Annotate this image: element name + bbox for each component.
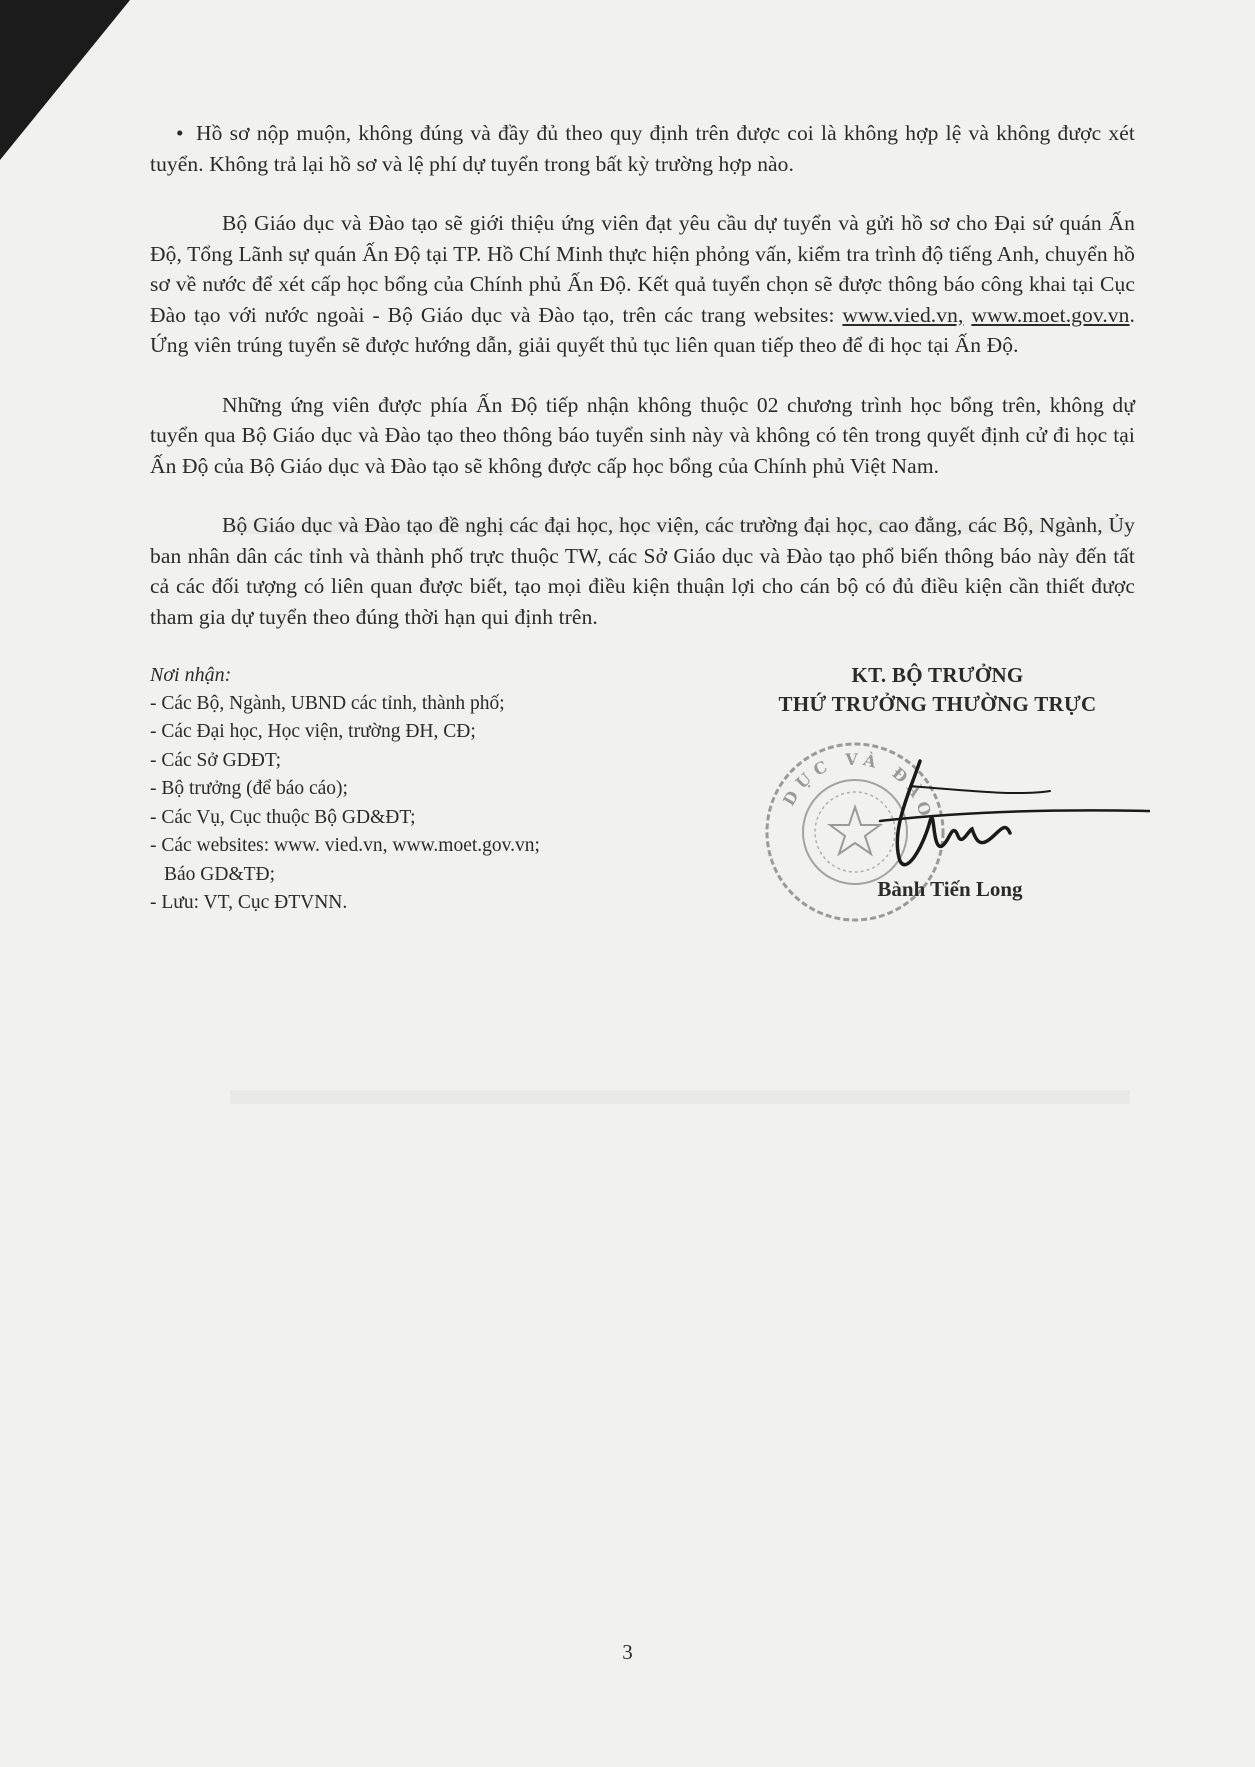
- paragraph-text: . Ứng viên trúng tuyển sẽ được hướng dẫn, giải quyết thủ tục liên quan tiếp theo để đi học tại Ấn Độ.: [150, 302, 1135, 357]
- handwritten-signature-icon: [850, 751, 1150, 881]
- recipient-item: Báo GD&TĐ;: [164, 863, 276, 885]
- paragraph-text: Bộ Giáo dục và Đào tạo sẽ giới thiệu ứng viên đạt yêu cầu dự tuyển và gửi hồ sơ cho Đại sứ quán Ấn Độ, Tổng Lãnh sự quán Ấn Độ tại TP. Hồ Chí Minh thực hiện phỏng vấn, kiểm tra trình độ tiếng Anh, chuyển hồ sơ về nước để xét cấp học bổng của Chính phủ Ấn Độ. Kết quả tuyển chọn sẽ được thông báo công khai tại Cục Đào tạo với nước ngoài - Bộ Giáo dục và Đào tạo, trên các trang websites:: [150, 211, 1135, 327]
- document-page: [150, 118, 1135, 961]
- recipient-item: - Các Sở GDĐT;: [150, 749, 282, 771]
- recipient-item: - Các Vụ, Cục thuộc Bộ GD&ĐT;: [150, 806, 416, 828]
- signature-title-line1: KT. BỘ TRƯỞNG: [851, 663, 1024, 687]
- signer-name: Bành Tiến Long: [877, 877, 1023, 901]
- signature-block: [740, 661, 1135, 961]
- paragraph-text: Bộ Giáo dục và Đào tạo đề nghị các đại học, học viện, các trường đại học, cao đẳng, các Bộ, Ngành, Ủy ban nhân dân các tỉnh và thành phố trực thuộc TW, các Sở Giáo dục và Đào tạo phổ biến thông báo này đến tất cả các đối tượng có liên quan được biết, tạo mọi điều kiện thuận lợi cho cán bộ có đủ điều kiện cần thiết được tham gia dự tuyển theo đúng thời hạn qui định trên.: [150, 513, 1135, 629]
- recipient-item: - Các websites: www. vied.vn, www.moet.gov.vn;: [150, 835, 540, 856]
- signature-title-line2: THỨ TRƯỞNG THƯỜNG TRỰC: [778, 692, 1097, 716]
- website-link-vied[interactable]: www.vied.vn,: [842, 302, 964, 327]
- recipient-item: - Các Đại học, Học viện, trường ĐH, CĐ;: [150, 721, 476, 742]
- paragraph-request: [150, 510, 1135, 632]
- recipient-item: - Lưu: VT, Cục ĐTVNN.: [150, 892, 348, 913]
- paragraph-text: Hồ sơ nộp muộn, không đúng và đầy đủ theo quy định trên được coi là không hợp lệ và không được xét tuyển. Không trả lại hồ sơ và lệ phí dự tuyển trong bất kỳ trường hợp nào.: [150, 121, 1135, 176]
- paragraph-late-submission: [150, 118, 1135, 179]
- page-number: 3: [622, 1640, 633, 1664]
- paragraph-selection-process: [150, 208, 1135, 361]
- paragraph-other-candidates: [150, 390, 1135, 482]
- recipient-item: - Bộ trưởng (để báo cáo);: [150, 778, 348, 799]
- svg-text:DỤC VÀ ĐÀO: DỤC VÀ ĐÀO: [779, 749, 937, 824]
- recipients-list: [150, 661, 670, 918]
- paragraph-text: Những ứng viên được phía Ấn Độ tiếp nhận không thuộc 02 chương trình học bổng trên, không dự tuyển qua Bộ Giáo dục và Đào tạo theo thông báo tuyển sinh này và không có tên trong quyết định cử đi học tại Ấn Độ của Bộ Giáo dục và Đào tạo sẽ không được cấp học bổng của Chính phủ Việt Nam.: [150, 392, 1135, 478]
- show-through-shade: [230, 1090, 1130, 1104]
- recipient-item: - Các Bộ, Ngành, UBND các tỉnh, thành phố;: [150, 692, 505, 714]
- bullet-mark: •: [176, 121, 184, 145]
- recipients-heading: Nơi nhận:: [150, 664, 232, 686]
- scan-corner-fold: [0, 0, 130, 160]
- closing-section: [150, 661, 1135, 961]
- website-link-moet[interactable]: www.moet.gov.vn: [971, 302, 1130, 327]
